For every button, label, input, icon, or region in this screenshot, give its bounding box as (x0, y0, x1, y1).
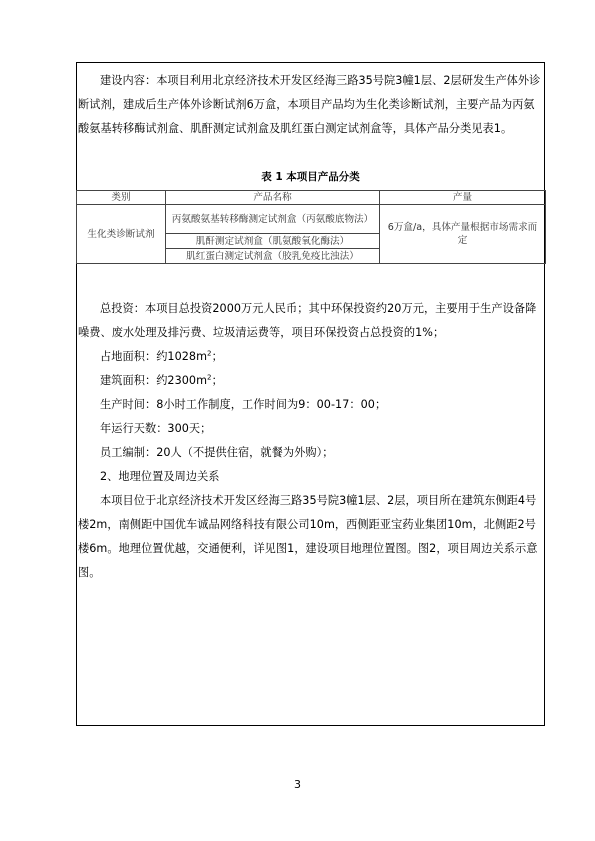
product-cell: 丙氨酸氨基转移酶测定试剂盒（丙氨酸底物法） (166, 205, 380, 234)
intro-text: 建设内容：本项目利用北京经济技术开发区经海三路35号院3幢1层、2层研发生产体外诊断试剂，建成后生产体外诊断试剂6万盒，本项目产品均为生化类诊断试剂，主要产品为丙氨酸氨基转移酶试剂盒、肌酐测定试剂盒及肌红蛋白测定试剂盒等，具体产品分类见表1。 (78, 74, 541, 135)
production-time-line: 生产时间：8小时工作制度，工作时间为9：00-17：00； (100, 398, 387, 411)
header-category: 类别 (77, 191, 166, 205)
section-title: 2、地理位置及周边关系 (100, 470, 220, 483)
table-caption: 表 1 本项目产品分类 (261, 171, 360, 183)
building-area-line: 建筑面积：约$2300m^2$； (100, 373, 223, 387)
location-paragraph (78, 489, 543, 585)
investment-text: 总投资：本项目总投资2000万元人民币；其中环保投资约20万元，主要用于生产设备降噪费、废水处理及排污费、垃圾清运费等，项目环保投资占总投资的1%； (78, 302, 537, 339)
table-row (77, 205, 546, 234)
table-header-row (77, 191, 546, 205)
staff-line: 员工编制：20人（不提供住宿，就餐为外购）； (100, 446, 334, 459)
investment-paragraph (78, 297, 543, 345)
header-output: 产量 (380, 191, 546, 205)
land-area-line: 占地面积：约$1028m^2$； (100, 349, 223, 363)
operating-days-line: 年运行天数：300天； (100, 422, 212, 435)
location-text: 本项目位于北京经济技术开发区经海三路35号院3幢1层、2层，项目所在建筑东侧距4号楼2m，南侧距中国优车诚品网络科技有限公司10m，西侧距亚宝药业集团10m，北侧距2号楼6m。地理位置优越，交通便利，详见图1，建设项目地理位置图。图2，项目周边关系示意图。 (78, 494, 538, 579)
page-number: 3 (294, 778, 301, 791)
intro-paragraph (78, 69, 543, 141)
category-cell: 生化类诊断试剂 (77, 205, 166, 264)
header-product-name: 产品名称 (166, 191, 380, 205)
product-cell: 肌酐测定试剂盒（肌氨酸氧化酶法） (166, 234, 380, 249)
product-cell: 肌红蛋白测定试剂盒（胶乳免疫比浊法） (166, 249, 380, 264)
output-cell: 6万盒/a，具体产量根据市场需求而定 (380, 205, 546, 264)
product-table (76, 190, 546, 264)
